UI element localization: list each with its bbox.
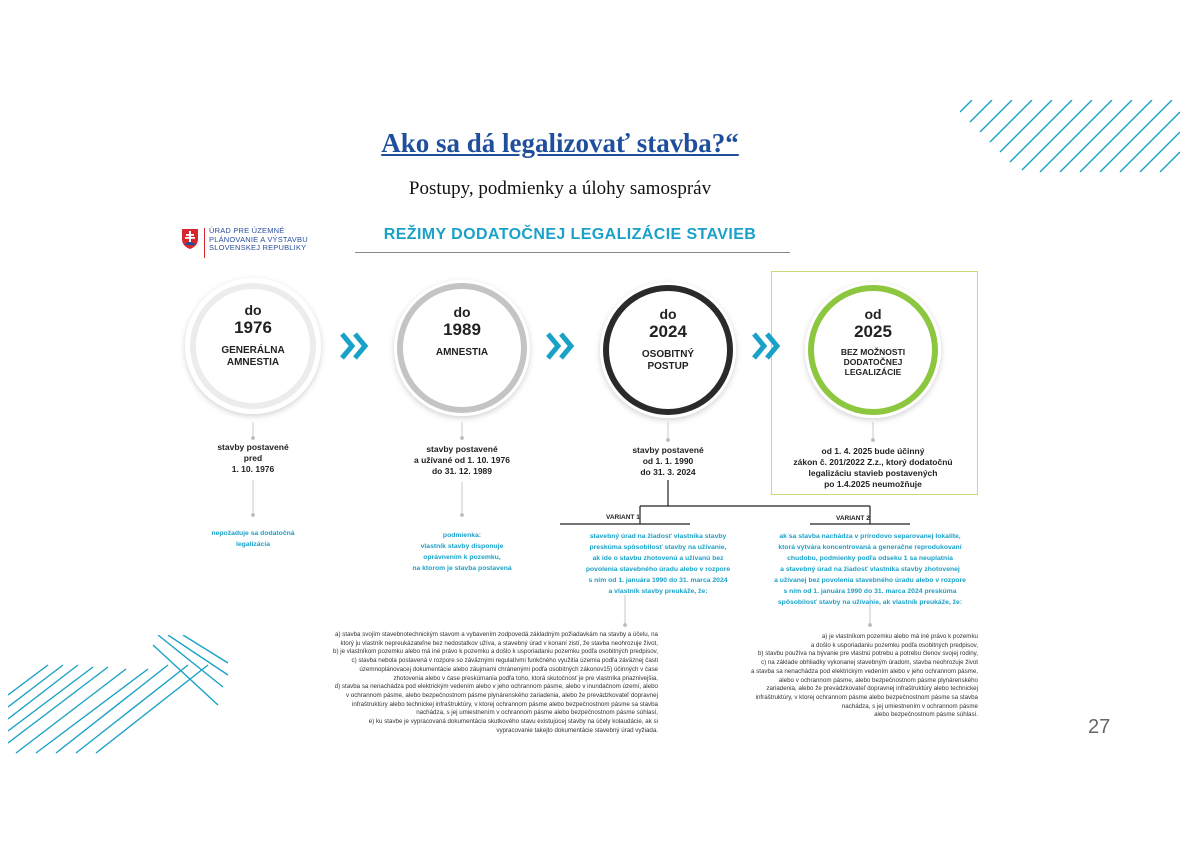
variant-line: s ním od 1. januára 1990 do 31. marca 2024	[588, 577, 728, 584]
desc-line: stavby postavené	[632, 445, 704, 455]
stage-2025-desc	[778, 446, 968, 490]
desc-line: a užívané od 1. 10. 1976	[414, 455, 510, 465]
desc-line: stavby postavené	[426, 444, 498, 454]
variant-2-text	[752, 531, 988, 608]
agency-name	[209, 227, 308, 253]
stage-label	[412, 347, 512, 359]
variant-line: povolenia stavebného úradu alebo v rozpore	[585, 566, 731, 573]
condition-line: ktorý ju vlastník nepreukázateľne bez nedostatkov užíva, a stavebný úrad v konaní zistí, že stavba neohrozuje život,	[340, 639, 658, 647]
stage-1976-text	[203, 303, 303, 369]
agency-line: SLOVENSKEJ REPUBLIKY	[209, 243, 307, 252]
stage-label-line: AMNESTIA	[435, 347, 489, 358]
desc-line: pred	[243, 453, 263, 463]
stage-1976-desc	[203, 442, 303, 475]
desc-line: do 31. 3. 2024	[640, 467, 696, 477]
note-line: nepožaduje sa dodatočná	[211, 530, 295, 537]
note-line: podmienka:	[442, 532, 482, 539]
agency-line: ÚRAD PRE ÚZEMNÉ	[209, 226, 285, 235]
stage-label-line: GENERÁLNA	[221, 345, 285, 356]
condition-line: alebo v ochrannom pásme, alebo bezpečnostnom pásme plynárenského	[778, 676, 978, 684]
stage-label-line: BEZ MOŽNOSTI	[840, 347, 906, 357]
stage-1989-text	[412, 305, 512, 359]
condition-line: nachádza, s jej umiestnením v ochrannom pásme alebo bezpečnostnom pásme súhlasí,	[416, 709, 658, 717]
stage-label-line: POSTUP	[647, 361, 689, 372]
agency-divider	[204, 228, 205, 258]
variant-line: a stavebný úrad na žiadosť vlastníka stavby zhotovenej	[780, 566, 960, 573]
desc-line: 1. 10. 1976	[231, 464, 275, 474]
regimes-title-underline	[355, 252, 790, 253]
note-line: vlastník stavby disponuje	[420, 543, 504, 550]
stage-2024-text	[618, 307, 718, 373]
condition-line: alebo bezpečnostnom pásme súhlasí.	[874, 711, 978, 719]
stage-prefix: do	[244, 302, 262, 318]
variant-line: a vlastník stavby preukáže, že:	[608, 588, 708, 595]
condition-line: nachádza, s jej umiestnením v ochrannom pásme	[841, 702, 978, 710]
condition-line: infraštruktúry, v ktorej ochrannom pásme alebo bezpečnostnom pásme sa stavba	[755, 693, 978, 701]
variant-line: stavebný úrad na žiadosť vlastníka stavby	[589, 533, 727, 540]
stage-year: 1976	[234, 318, 272, 337]
variant-1-label: VARIANT 1	[606, 514, 640, 521]
variant-line: chudobu, podmienky podľa odseku 1 sa neuplatnia	[787, 555, 953, 562]
stage-label-line: LEGALIZÁCIE	[844, 367, 902, 377]
condition-line: a) je vlastníkom pozemku alebo má iné právo k pozemku	[821, 633, 978, 640]
desc-line: do 31. 12. 1989	[431, 466, 492, 476]
condition-line: v ochrannom pásme, alebo bezpečnostnom pásme plynárenského zariadenia, alebo že prevádzkovateľ dopravnej	[345, 691, 658, 699]
condition-line: a došlo k usporiadaniu pozemku podľa osobitných predpisov,	[810, 641, 978, 649]
condition-line: a stavba sa nenachádza pod elektrickým vedením alebo v jeho ochrannom pásme,	[750, 667, 978, 675]
stage-label-line: DODATOČNEJ	[843, 357, 903, 367]
condition-line: zariadenia, alebo že prevádzkovateľ dopravnej infraštruktúry alebo technickej	[766, 685, 978, 693]
variant-1-text	[548, 531, 768, 597]
note-line: oprávnením k pozemku,	[423, 554, 501, 561]
stage-year: 2024	[649, 322, 687, 341]
note-line: na ktorom je stavba postavená	[412, 565, 512, 572]
variant-line: preskúma spôsobilosť stavby na užívanie,	[589, 544, 727, 551]
stage-2025-text	[823, 307, 923, 377]
variant-line: ak sa stavba nachádza v prírodovo separovanej lokalite,	[779, 533, 961, 540]
desc-line: od 1. 1. 1990	[642, 456, 694, 466]
slovak-coat-of-arms-icon	[181, 228, 199, 250]
stage-label	[203, 345, 303, 369]
variant-1-conditions	[240, 631, 658, 735]
page-number: 27	[1088, 716, 1111, 738]
condition-line: infraštruktúry alebo technickej infraštruktúry, v ktorej ochrannom pásme alebo bezpečnostnom pásme sa stavba	[352, 700, 658, 708]
stage-prefix: do	[659, 306, 677, 322]
page-subtitle: Postupy, podmienky a úlohy samospráv	[408, 178, 712, 199]
stage-year: 2025	[854, 322, 892, 341]
condition-line: vypracovanie takejto dokumentácie stavebný úrad vyžiada.	[496, 726, 658, 734]
stage-label-line: AMNESTIA	[226, 357, 280, 368]
stage-2024-desc	[598, 445, 738, 478]
stage-1989-note	[392, 530, 532, 574]
condition-line: a) stavba svojím stavebnotechnickým stavom a vybavením zodpovedá základným požiadavkám na stavby a účelu, na	[335, 631, 658, 638]
condition-line: b) stavbu používa na bývanie pre vlastnú potrebu a potrebu členov svojej rodiny,	[757, 650, 978, 658]
stage-1989-desc	[392, 444, 532, 477]
page-title: Ako sa dá legalizovať stavba?“	[381, 128, 739, 158]
condition-line: b) je vlastníkom pozemku alebo má iné právo k pozemku a došlo k usporiadaniu pozemku podľa osobitných predpisov,	[333, 648, 658, 656]
variant-line: ak ide o stavbu zhotovenú a užívanú bez	[592, 555, 724, 562]
condition-line: d) stavba sa nenachádza pod elektrickým vedením alebo v jeho ochrannom pásme, alebo v inundačnom území, alebo	[334, 683, 658, 691]
variant-2-conditions	[688, 633, 978, 720]
condition-line: územnoplánovacej dokumentácie alebo záujmami chránenými podľa osobitných zákonov15) účinných v čase	[359, 665, 658, 673]
regimes-title: REŽIMY DODATOČNEJ LEGALIZÁCIE STAVIEB	[383, 226, 757, 243]
variant-line: spôsobilosť stavby na užívanie, ak vlastník preukáže, že:	[777, 599, 963, 606]
variant-line: ktorá vytvára koncentrovaná a generačne reprodukovaní	[778, 544, 962, 551]
condition-line: zhotovenia alebo v čase preskúmania podľa toho, ktorá skutočnosť je pre vlastníka priaznivejšia,	[393, 674, 658, 682]
variant-line: a užívanej bez povolenia stavebného úradu alebo v rozpore	[774, 577, 966, 584]
desc-line: od 1. 4. 2025 bude účinný	[821, 446, 925, 456]
stage-label	[618, 349, 718, 373]
variant-2-label: VARIANT 2	[836, 515, 870, 522]
agency-line: PLÁNOVANIE A VÝSTAVBU	[209, 234, 308, 244]
decorative-stripes-bottom-left	[8, 635, 228, 755]
stage-1976-note	[193, 528, 313, 550]
variant-line: s ním od 1. januára 1990 do 31. marca 2024 preskúma	[783, 588, 957, 595]
stage-year: 1989	[443, 320, 481, 339]
stage-label-line: OSOBITNÝ	[641, 349, 695, 360]
stage-label	[823, 347, 923, 377]
desc-line: legalizáciu stavieb postavených	[808, 468, 938, 478]
note-line: legalizácia	[235, 541, 270, 548]
desc-line: stavby postavené	[217, 442, 289, 452]
desc-line: zákon č. 201/2022 Z.z., ktorý dodatočnú	[793, 457, 953, 467]
stage-prefix: od	[864, 306, 882, 322]
desc-line: po 1.4.2025 neumožňuje	[824, 479, 922, 489]
condition-line: c) na základe obhliadky vykonanej stavebným úradom, stavba neohrozuje život	[760, 659, 978, 667]
stage-prefix: do	[453, 304, 471, 320]
condition-line: c) stavba nebola postavená v rozpore so záväznými regulatívmi funkčného využitia územia podľa záväznej časti	[351, 657, 658, 665]
condition-line: e) ku stavbe je vypracovaná dokumentácia skutkového stavu existujúcej stavby na účely kolaudácie, ak si	[368, 718, 658, 726]
